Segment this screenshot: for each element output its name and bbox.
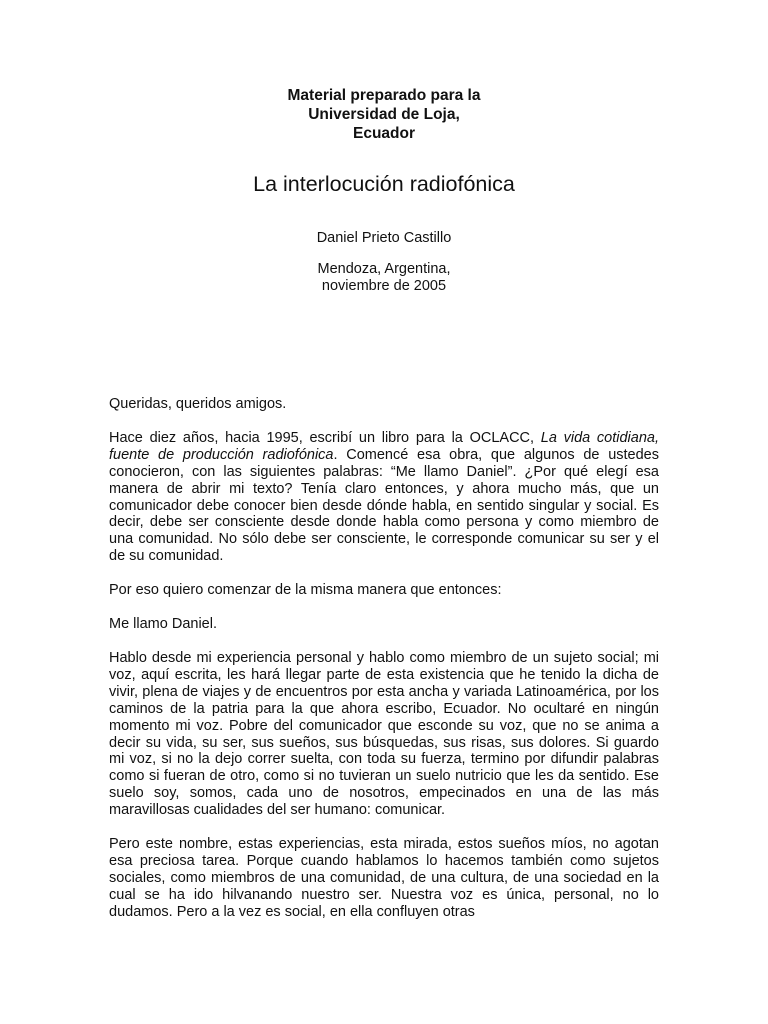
prepared-line-3: Ecuador xyxy=(352,125,415,142)
place-line: Mendoza, Argentina, xyxy=(317,261,451,277)
book-title: La vida cotidiana, fuente de producción radiofónica xyxy=(109,429,659,463)
author-name: Daniel Prieto Castillo xyxy=(316,230,452,246)
paragraph-3: Me llamo Daniel. xyxy=(109,616,217,633)
paragraph-1-rest: . Comencé esa obra, que algunos de ustedes conocieron, con las siguientes palabras: “Me llamo Daniel”. ¿Por qué elegí esa manera de abrir mi texto? Tenía claro entonces, y ahora mucho más, que un comunicador debe conocer bien desde dónde habla, en sentido singular y social. Es decir, debe ser consciente desde donde habla como persona y como miembro de una comunidad. No sólo debe ser consciente, le corresponde comunicar su ser y el de su comunidad. xyxy=(109,446,659,565)
paragraph-2: Por eso quiero comenzar de la misma manera que entonces: xyxy=(109,582,502,599)
prepared-line-2: Universidad de Loja, xyxy=(308,106,460,123)
paragraph-4: Hablo desde mi experiencia personal y hablo como miembro de un sujeto social; mi voz, aquí escrita, les hará llegar parte de esta existencia que he tenido la dicha de vivir, plena de viajes y de encuentros por esta ancha y variada Latinoamérica, por los caminos de la patria para la que ahora escribo, Ecuador. No ocultaré en ningún momento mi voz. Pobre del comunicador que esconde su voz, que no se anima a decir su vida, su ser, sus sueños, sus búsquedas, sus risas, sus dolores. Si guardo mi voz, si no la dejo correr suelta, con toda su fuerza, termino por difundir palabras como si fueran de otro, como si no tuvieran un suelo nutricio que les da sentido. Ese suelo soy, somos, cada uno de nosotros, empecinados en una de las más maravillosas cualidades del ser humano: comunicar. xyxy=(109,649,659,819)
paragraph-1-intro: Hace diez años, hacia 1995, escribí un libro para la OCLACC, xyxy=(109,429,541,446)
date-line: noviembre de 2005 xyxy=(321,278,447,294)
place-date-block xyxy=(0,261,768,295)
paragraph-1 xyxy=(109,430,659,565)
document-title: La interlocución radiofónica xyxy=(253,172,515,196)
paragraph-5: Pero este nombre, estas experiencias, esta mirada, estos sueños míos, no agotan esa preciosa tarea. Porque cuando hablamos lo hacemos también como sujetos sociales, como miembros de una comunidad, de una cultura, de una sociedad en la cual se ha ido hilvanando nuestro ser. Nuestra voz es única, personal, no lo dudamos. Pero a la vez es social, en ella confluyen otras xyxy=(109,836,659,920)
greeting-paragraph: Queridas, queridos amigos. xyxy=(109,396,287,412)
prepared-for-block xyxy=(0,86,768,143)
prepared-line-1: Material preparado para la xyxy=(287,87,481,104)
body-text xyxy=(109,396,659,921)
